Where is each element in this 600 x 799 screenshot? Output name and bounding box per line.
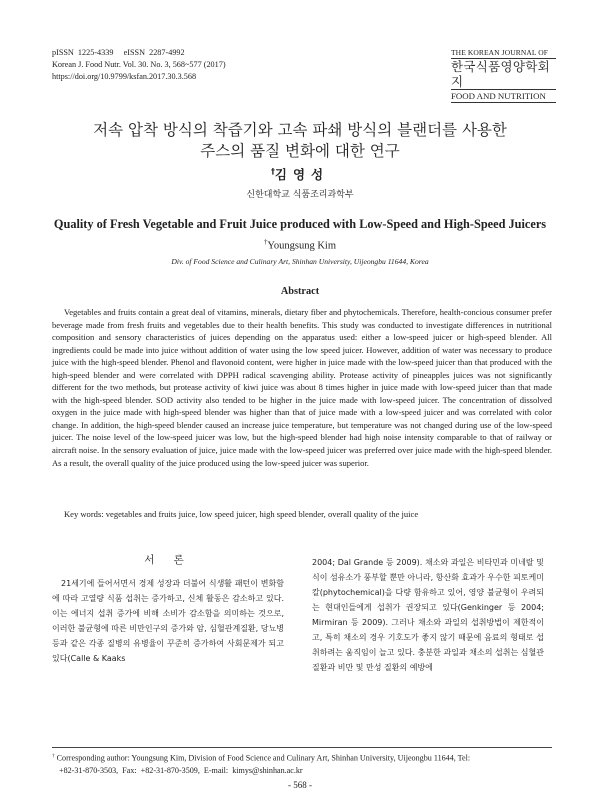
author-kr-name: 김영성 [274,167,330,182]
author-en [0,239,600,252]
doi-link[interactable]: https://doi.org/10.9799/ksfan.2017.30.3.568 [52,72,197,81]
author-en-name: Youngsung Kim [267,240,337,252]
corresponding-author-footnote [52,750,552,778]
issn-line: pISSN 1225-4339 eISSN 2287-4992 [52,48,185,57]
affiliation-en: Div. of Food Science and Culinary Art, Shinhan University, Uijeongbu 11644, Korea [171,257,429,266]
author-en-mark: † [263,239,268,246]
page-number: - 568 - [288,780,312,790]
journal-name-en-top: THE KOREAN JOURNAL OF [451,48,556,59]
journal-citation-block [52,47,226,83]
keywords: Key words: vegetables and fruits juice, low speed juicer, high speed blender, overall quality of the juice [64,509,419,519]
paper-title-kr-line1: 저속 압착 방식의 착즙기와 고속 파쇄 방식의 블랜더를 사용한 [93,121,507,139]
paper-title-kr [0,120,600,162]
intro-paragraph-left: 21세기에 들어서면서 경제 성장과 더불어 식생활 패턴이 변화함에 따라 고열량 식품 섭취는 증가하고, 신체 활동은 감소하고 있다. 이는 에너지 섭취 증가에 비해 소비가 감소함을 의미하는 것으로, 이러한 불균형에 따른 비만인구의 증가와 암, 심혈관계질환, 당뇨병 등과 같은 각종 질병의 유병율이 꾸준히 증가하여 사회문제가 되고 있다(Calle & Kaaks [52,579,284,663]
section-heading-introduction: 서 론 [144,554,192,566]
abstract-heading: Abstract [280,286,320,297]
journal-name-kr: 한국식품영양학회지 [451,59,551,89]
journal-logo-block [451,48,556,103]
journal-name-en-bottom: FOOD AND NUTRITION [451,89,556,103]
affiliation-kr: 신한대학교 식품조리과학부 [246,190,354,200]
footnote-divider [52,747,552,748]
abstract-text: Vegetables and fruits contain a great deal of vitamins, minerals, dietary fiber and phytochemicals. Therefore, health-concious consumer prefer beverage made from fresh fruits and vegetables due to their health benefits. This study was conducted to investigate differences in nutritional composition and sensory characteristics of juices depending on the apparatus used: either a low-speed juicer or high-speed blender. All ingredients could be made into juice without addition of water using the low speed juicer. However, addition of water was necessary to produce juice with the high-speed blender. Phenol and flavonoid content, were higher in juice made with the low-speed juicer than that produced with the high-speed blender and were correlated with DPPH radical scavenging ability. Protease activity of pineapples juices was not significantly different for the two methods, but protease activity of kiwi juice was about 8 times higher in juice made with low-speed juicer than that made with the high-speed blender. SOD activity also tended to be higher in the juice made with low-speed juicer. The concentration of dissolved oxygen in the juice made with high-speed blender was higher than that of juice made with a low-speed juicer and was correlated with color change. In addition, the high-speed blender caused an increase juice temperature, but temperature was not changed during use of the low-speed juicer. The noise level of the low-speed juicer was low, but the high-speed blender had high noise intensity comparable to that of railway or aircraft noise. In the sensory evaluation of juice, juice made with the low-speed juicer was preferred over juice made with the high-speed blender. As a result, the overall quality of the juice produced using the low-speed juicer was superior. [52,307,552,468]
footnote-line-1-text: Corresponding author: Youngsung Kim, Division of Food Science and Culinary Art, Shinhan University, Uijeongbu 11644, Tel: [56,753,471,763]
paper-title-en: Quality of Fresh Vegetable and Fruit Juice produced with Low-Speed and High-Speed Juicers [53,217,547,231]
author-kr [0,165,600,183]
citation-line: Korean J. Food Nutr. Vol. 30. No. 3, 568~577 (2017) [52,60,226,69]
intro-column-left [52,553,284,666]
footnote-mark: † [52,753,55,759]
author-kr-mark: † [270,165,275,176]
intro-paragraph-right: 2004; Dal Grande 등 2009). 채소와 과일은 비타민과 미네랄 및 식이 섬유소가 풍부할 뿐만 아니라, 항산화 효과가 우수한 피토케미칼(phytochemical)을 다량 함유하고 있어, 영양 불균형이 우려되는 현대인들에게 섭취가 권장되고 있다(Genkinger 등 2004; Mirmiran 등 2009). 그러나 채소와 과일의 섭취방법이 제한적이고, 특히 채소의 경우 기호도가 좋지 않기 때문에 음료의 형태로 섭취하려는 움직임이 늘고 있다. 충분한 과일과 채소의 섭취는 심혈관 질환과 비만 및 만성 질환의 예방에 [312,558,544,672]
paper-title-kr-line2: 주스의 품질 변화에 대한 연구 [200,142,400,160]
footnote-line-1 [52,750,552,765]
intro-column-right [312,555,544,675]
footnote-line-2: +82-31-870-3503, Fax: +82-31-870-3509, E-mail: kimys@shinhan.ac.kr [59,766,303,776]
